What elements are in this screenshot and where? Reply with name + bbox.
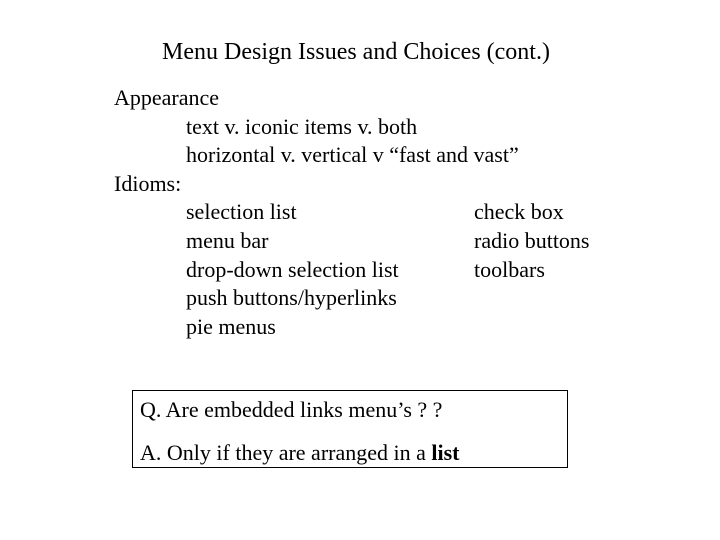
idiom-selection-list: selection list: [186, 199, 297, 224]
appearance-heading: Appearance: [114, 85, 220, 110]
idiom-drop-down-selection-list: drop-down selection list: [186, 257, 399, 282]
idiom-menu-bar: menu bar: [186, 228, 269, 253]
qa-answer-text: A. Only if they are arranged in a: [140, 440, 432, 465]
qa-question: Q. Are embedded links menu’s ? ?: [140, 397, 443, 422]
idiom-pie-menus: pie menus: [186, 314, 276, 339]
qa-answer: [140, 439, 460, 467]
appearance-item-orientation: horizontal v. vertical v “fast and vast”: [186, 142, 519, 167]
idiom-toolbars: toolbars: [474, 257, 545, 282]
idiom-radio-buttons: radio buttons: [474, 228, 590, 253]
slide-title: Menu Design Issues and Choices (cont.): [162, 39, 550, 65]
qa-answer-emphasis: list: [431, 440, 460, 465]
idioms-heading: Idioms:: [114, 171, 182, 196]
qa-box: [132, 390, 568, 468]
appearance-item-text-iconic: text v. iconic items v. both: [186, 114, 418, 139]
idiom-push-buttons-hyperlinks: push buttons/hyperlinks: [186, 285, 397, 310]
idiom-check-box: check box: [474, 199, 564, 224]
